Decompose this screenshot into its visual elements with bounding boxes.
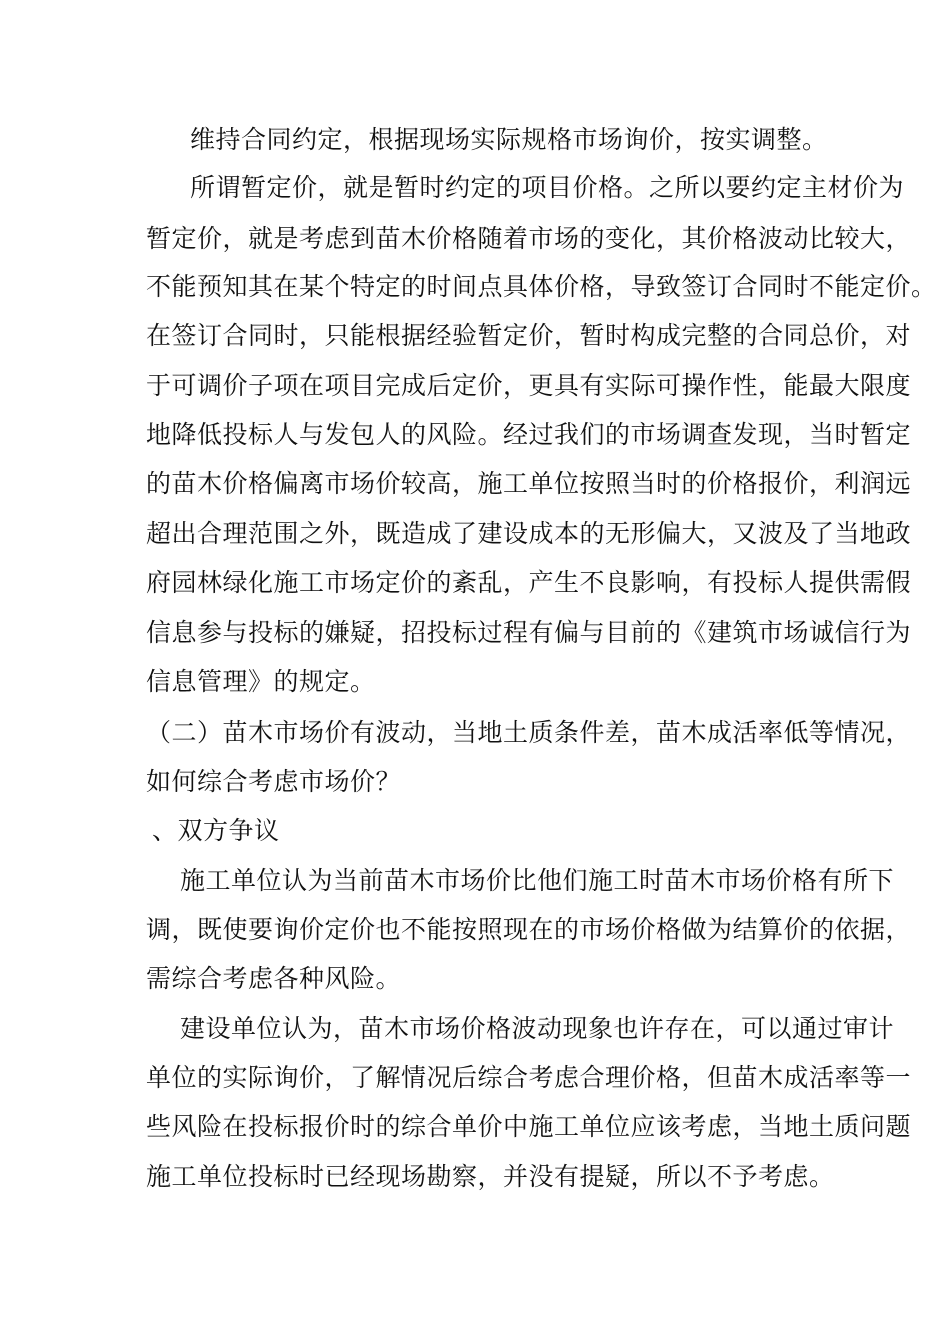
paragraph-line: 建设单位认为，苗木市场价格波动现象也许存在，可以通过审计 — [180, 1014, 895, 1043]
paragraph-line: 施工单位认为当前苗木市场价比他们施工时苗木市场价格有所下 — [180, 866, 895, 895]
paragraph-line: 的苗木价格偏离市场价较高，施工单位按照当时的价格报价，利润远 — [146, 469, 912, 498]
paragraph-line: 府园林绿化施工市场定价的紊乱，产生不良影响，有投标人提供需假 — [146, 568, 912, 597]
section-heading-line: （二）苗木市场价有波动，当地土质条件差，苗木成活率低等情况， — [146, 718, 912, 747]
paragraph-line: 所谓暂定价，就是暂时约定的项目价格。之所以要约定主材价为 — [190, 173, 905, 202]
paragraph-line: 信息管理》的规定。 — [146, 667, 376, 696]
paragraph-line: 需综合考虑各种风险。 — [146, 964, 402, 993]
paragraph-line: 信息参与投标的嫌疑，招投标过程有偏与目前的《建筑市场诚信行为 — [146, 618, 912, 647]
paragraph-line: 在签订合同时，只能根据经验暂定价，暂时构成完整的合同总价，对 — [146, 321, 912, 350]
paragraph-line: 些风险在投标报价时的综合单价中施工单位应该考虑，当地土质问题 — [146, 1112, 912, 1141]
paragraph-line: 单位的实际询价，了解情况后综合考虑合理价格，但苗木成活率等一 — [146, 1063, 912, 1092]
paragraph-line: 调，既使要询价定价也不能按照现在的市场价格做为结算价的依据， — [146, 915, 912, 944]
paragraph-line: 超出合理范围之外，既造成了建设成本的无形偏大，又波及了当地政 — [146, 519, 912, 548]
paragraph-line: 暂定价，就是考虑到苗木价格随着市场的变化，其价格波动比较大， — [146, 224, 912, 253]
subheading: 、双方争议 — [152, 816, 280, 845]
paragraph-line: 于可调价子项在项目完成后定价，更具有实际可操作性，能最大限度 — [146, 371, 912, 400]
paragraph-line: 施工单位投标时已经现场勘察，并没有提疑，所以不予考虑。 — [146, 1162, 835, 1191]
section-heading-line: 如何综合考虑市场价？ — [146, 767, 402, 796]
paragraph-line: 不能预知其在某个特定的时间点具体价格，导致签订合同时不能定价。 — [146, 272, 937, 301]
paragraph-line: 维持合同约定，根据现场实际规格市场询价，按实调整。 — [190, 125, 828, 154]
paragraph-line: 地降低投标人与发包人的风险。经过我们的市场调查发现，当时暂定 — [146, 420, 912, 449]
